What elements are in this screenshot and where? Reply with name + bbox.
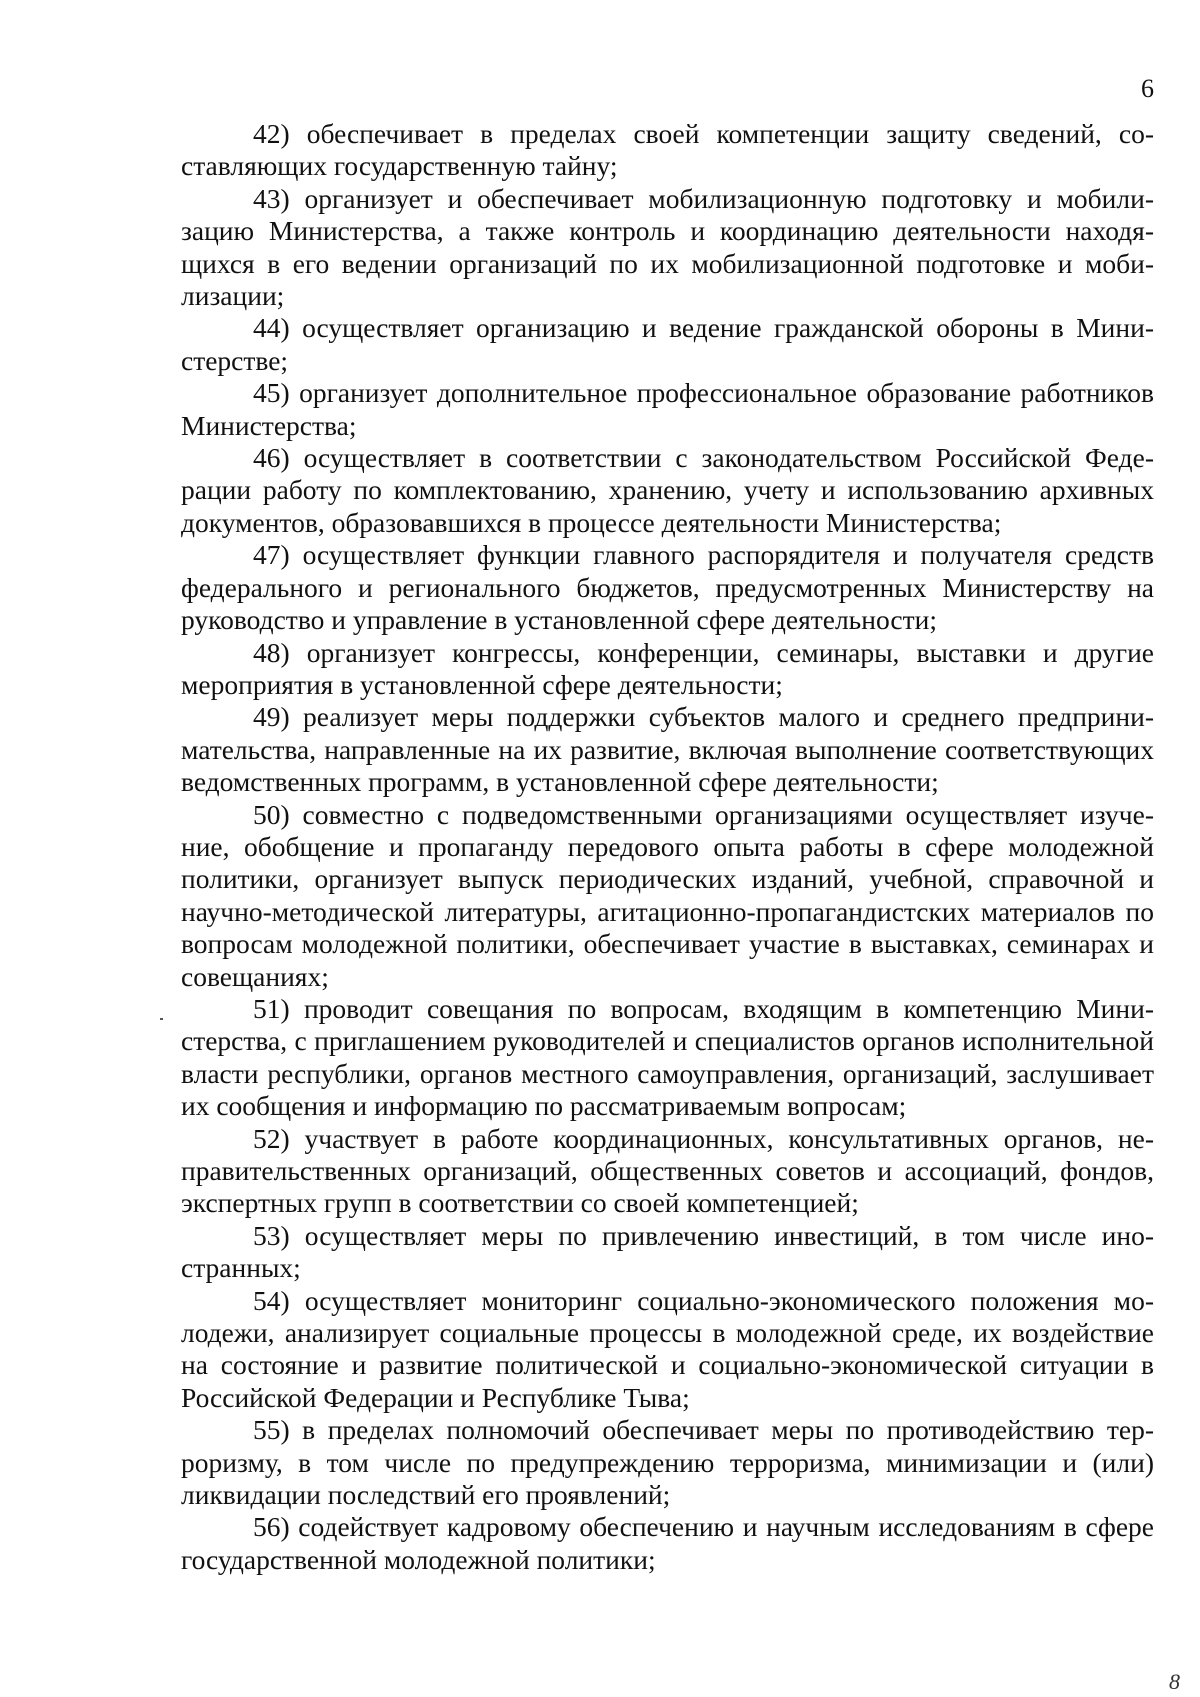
page-number: 6 — [1141, 74, 1154, 103]
document-body — [181, 118, 1154, 1576]
list-item-48: 48) организует конгрессы, конференции, семинары, выставки и другие мероприятия в установленной сфере деятельности; — [181, 636, 1154, 700]
list-item-51: 51) проводит совещания по вопросам, входящим в компетенцию Министерства, с приглашением руководителей и специалистов органов исполнительной власти республики, органов местного самоуправления, организаций, заслушивает их сообщения и информацию по рассматриваемым вопросам; — [181, 992, 1154, 1122]
list-item-42: 42) обеспечивает в пределах своей компетенции защиту сведений, составляющих государственную тайну; — [181, 118, 1154, 182]
list-item-45: 45) организует дополнительное профессиональное образование работников Министерства; — [181, 377, 1154, 441]
list-item-52: 52) участвует в работе координационных, консультативных органов, неправительственных организаций, общественных советов и ассоциаций, фондов, экспертных групп в соответствии со своей компетенцией; — [181, 1122, 1154, 1219]
corner-mark: 8 — [1169, 1669, 1180, 1694]
list-item-49: 49) реализует меры поддержки субъектов малого и среднего предпринимательства, направленные на их развитие, включая выполнение соответствующих ведомственных программ, в установленной сфере деятельности; — [181, 701, 1154, 798]
list-item-54: 54) осуществляет мониторинг социально-экономического положения молодежи, анализирует социальные процессы в молодежной среде, их воздействие на состояние и развитие политической и социально-экономической ситуации в Российской Федерации и Республике Тыва; — [181, 1284, 1154, 1413]
list-item-46: 46) осуществляет в соответствии с законодательством Российской Федерации работу по комплектованию, хранению, учету и использованию архивных документов, образовавшихся в процессе деятельности Министерства; — [181, 442, 1154, 538]
list-item-50: 50) совместно с подведомственными организациями осуществляет изучение, обобщение и пропаганду передового опыта работы в сфере молодежной политики, организует выпуск периодических изданий, учебной, справочной и научно-методической литературы, агитационно-пропагандистских материалов по вопросам молодежной политики, обеспечивает участие в выставках, семинарах и совещаниях; — [181, 798, 1154, 992]
list-item-43: 43) организует и обеспечивает мобилизационную подготовку и мобилизацию Министерства, а также контроль и координацию деятельности находящихся в его ведении организаций по их мобилизационной подготовке и мобилизации; — [181, 182, 1154, 312]
list-item-47: 47) осуществляет функции главного распорядителя и получателя средств федерального и регионального бюджетов, предусмотренных Министерству на руководство и управление в установленной сфере деятельности; — [181, 539, 1154, 636]
scan-speck — [160, 1018, 163, 1020]
list-item-53: 53) осуществляет меры по привлечению инвестиций, в том числе иностранных; — [181, 1219, 1154, 1284]
list-item-55: 55) в пределах полномочий обеспечивает меры по противодействию терроризму, в том числе по предупреждению терроризма, минимизации и (или) ликвидации последствий его проявлений; — [181, 1414, 1154, 1511]
list-item-56: 56) содействует кадровому обеспечению и научным исследованиям в сфере государственной молодежной политики; — [181, 1511, 1154, 1575]
list-item-44: 44) осуществляет организацию и ведение гражданской обороны в Министерстве; — [181, 312, 1154, 376]
